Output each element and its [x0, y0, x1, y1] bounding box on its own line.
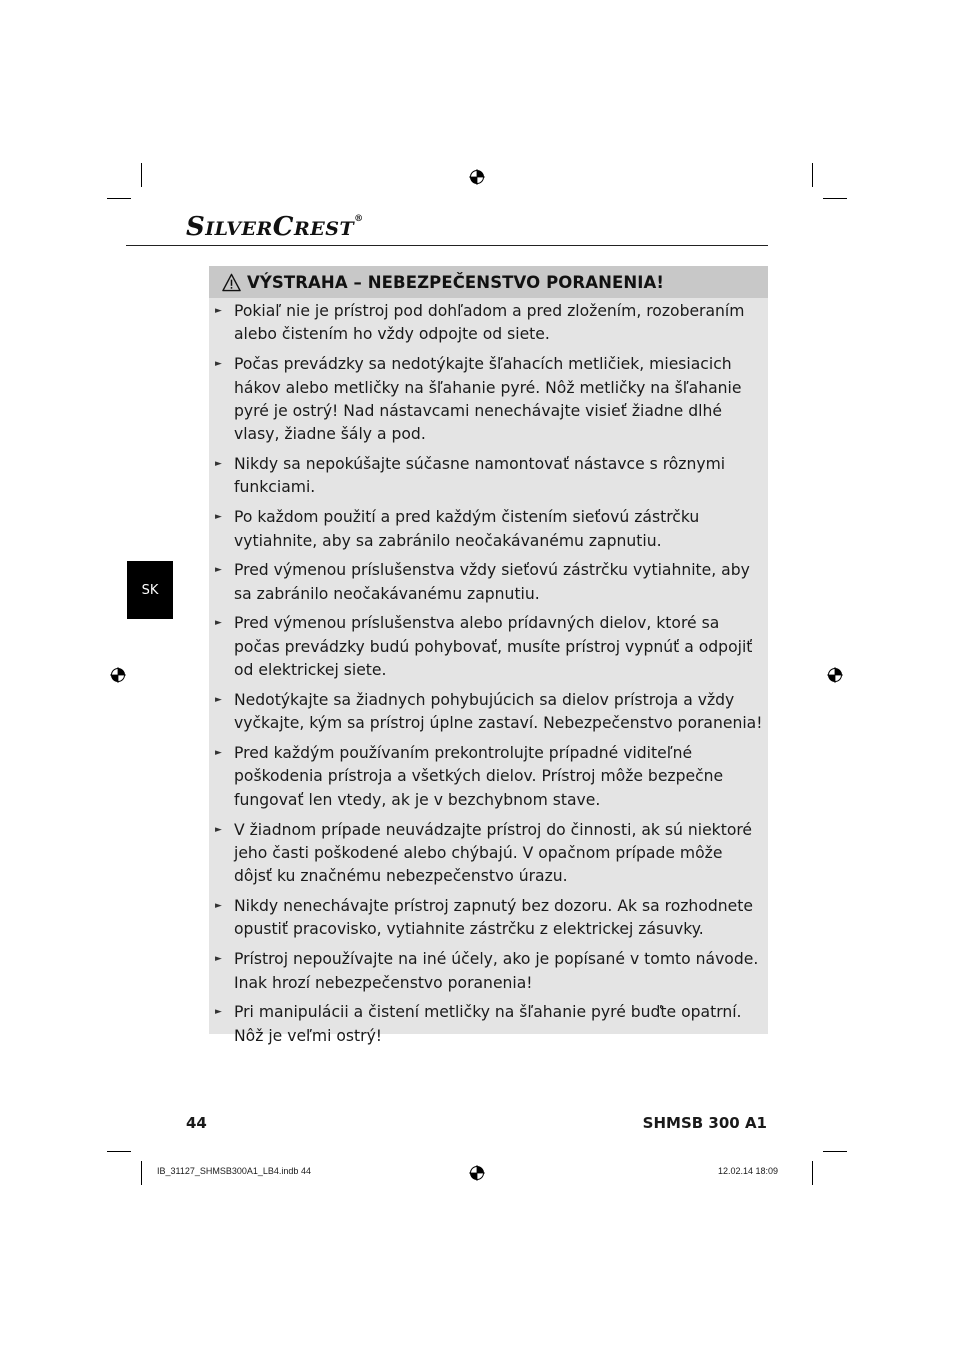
crop-mark [812, 163, 813, 187]
page-number: 44 [186, 1114, 207, 1132]
bullet-arrow-icon: ► [215, 694, 222, 705]
list-item-text: Prístroj nepoužívajte na iné účely, ako je popísané v tomto návode. Inak hrozí nebezpečenstvo poranenia! [234, 950, 759, 992]
bullet-arrow-icon: ► [215, 824, 222, 835]
bullet-arrow-icon: ► [215, 1007, 222, 1018]
crop-mark [823, 198, 847, 199]
registration-mark-icon [469, 1165, 485, 1181]
crop-mark [823, 1151, 847, 1152]
registration-mark-icon [827, 667, 843, 683]
warning-header [209, 266, 768, 298]
silvercrest-logo: SILVERCREST® [186, 212, 364, 242]
list-item-text: Pred každým používaním prekontrolujte prípadné viditeľné poškodenia prístroja a všetkých dielov. Prístroj môže bezpečne fungovať len vtedy, ak je v bezchybnom stave. [234, 743, 724, 809]
list-item [215, 300, 763, 347]
list-item [215, 742, 763, 812]
list-item-text: Pred výmenou príslušenstva vždy sieťovú zástrčku vytiahnite, aby sa zabránilo neočakávanému zapnutiu. [234, 561, 750, 603]
bullet-arrow-icon: ► [215, 565, 222, 576]
list-item-text: Počas prevádzky sa nedotýkajte šľahacích metličiek, miesiacich hákov alebo metličky na šľahanie pyré. Nôž metličky na šľahanie pyré je ostrý! Nad nástavcami nenechávajte visieť žiadne dlhé vlasy, žiadne šály a pod. [234, 355, 742, 444]
list-item [215, 819, 763, 889]
list-item-text: Nikdy sa nepokúšajte súčasne namontovať nástavce s rôznymi funkciami. [234, 455, 726, 497]
list-item-text: Nedotýkajte sa žiadnych pohybujúcich sa dielov prístroja a vždy vyčkajte, kým sa prístroj úplne zastaví. Nebezpečenstvo poranenia! [234, 690, 763, 733]
list-item [215, 689, 763, 736]
print-slug-date: 12.02.14 18:09 [717, 1166, 778, 1176]
model-number: SHMSB 300 A1 [642, 1114, 767, 1132]
list-item [215, 948, 763, 995]
list-item [215, 506, 763, 553]
list-item-text: Pokiaľ nie je prístroj pod dohľadom a pred zložením, rozoberaním alebo čistením ho vždy odpojte od siete. [234, 302, 745, 344]
language-tab: SK [127, 561, 173, 619]
warning-list [215, 300, 763, 1054]
warning-triangle-icon [222, 273, 241, 292]
bullet-arrow-icon: ► [215, 459, 222, 470]
list-item [215, 895, 763, 942]
crop-mark [107, 1151, 131, 1152]
crop-mark [812, 1161, 813, 1185]
bullet-arrow-icon: ► [215, 306, 222, 316]
crop-mark [141, 1161, 142, 1185]
bullet-arrow-icon: ► [215, 901, 222, 912]
list-item-text: Po každom použití a pred každým čistením sieťovú zástrčku vytiahnite, aby sa zabránilo neočakávanému zapnutiu. [234, 508, 700, 550]
list-item [215, 353, 763, 447]
bullet-arrow-icon: ► [215, 359, 222, 370]
print-slug-file: IB_31127_SHMSB300A1_LB4.indb 44 [157, 1166, 311, 1176]
registration-mark-icon [469, 169, 485, 185]
bullet-arrow-icon: ► [215, 954, 222, 965]
list-item-text: V žiadnom prípade neuvádzajte prístroj do činnosti, ak sú niektoré jeho časti poškodené alebo chýbajú. V opačnom prípade môže dôjsť ku značnému nebezpečenstvo úrazu. [234, 820, 753, 886]
list-item [215, 559, 763, 606]
header-rule [126, 245, 768, 246]
crop-mark [141, 163, 142, 187]
list-item [215, 612, 763, 682]
warning-title: VÝSTRAHA – NEBEZPEČENSTVO PORANENIA! [247, 272, 665, 292]
list-item-text: Nikdy nenechávajte prístroj zapnutý bez dozoru. Ak sa rozhodnete opustiť pracovisko, vytiahnite zástrčku z elektrickej zásuvky. [234, 897, 753, 939]
list-item [215, 1001, 763, 1048]
list-item-text: Pred výmenou príslušenstva alebo prídavných dielov, ktoré sa počas prevádzky budú pohybovať, musíte prístroj vypnúť a odpojiť od elektrickej siete. [234, 614, 753, 680]
list-item [215, 453, 763, 500]
bullet-arrow-icon: ► [215, 618, 222, 629]
bullet-arrow-icon: ► [215, 512, 222, 523]
bullet-arrow-icon: ► [215, 747, 222, 758]
crop-mark [107, 198, 131, 199]
registration-mark-icon [110, 667, 126, 683]
list-item-text: Pri manipulácii a čistení metličky na šľahanie pyré buďte opatrní. Nôž je veľmi ostrý! [234, 1003, 742, 1045]
